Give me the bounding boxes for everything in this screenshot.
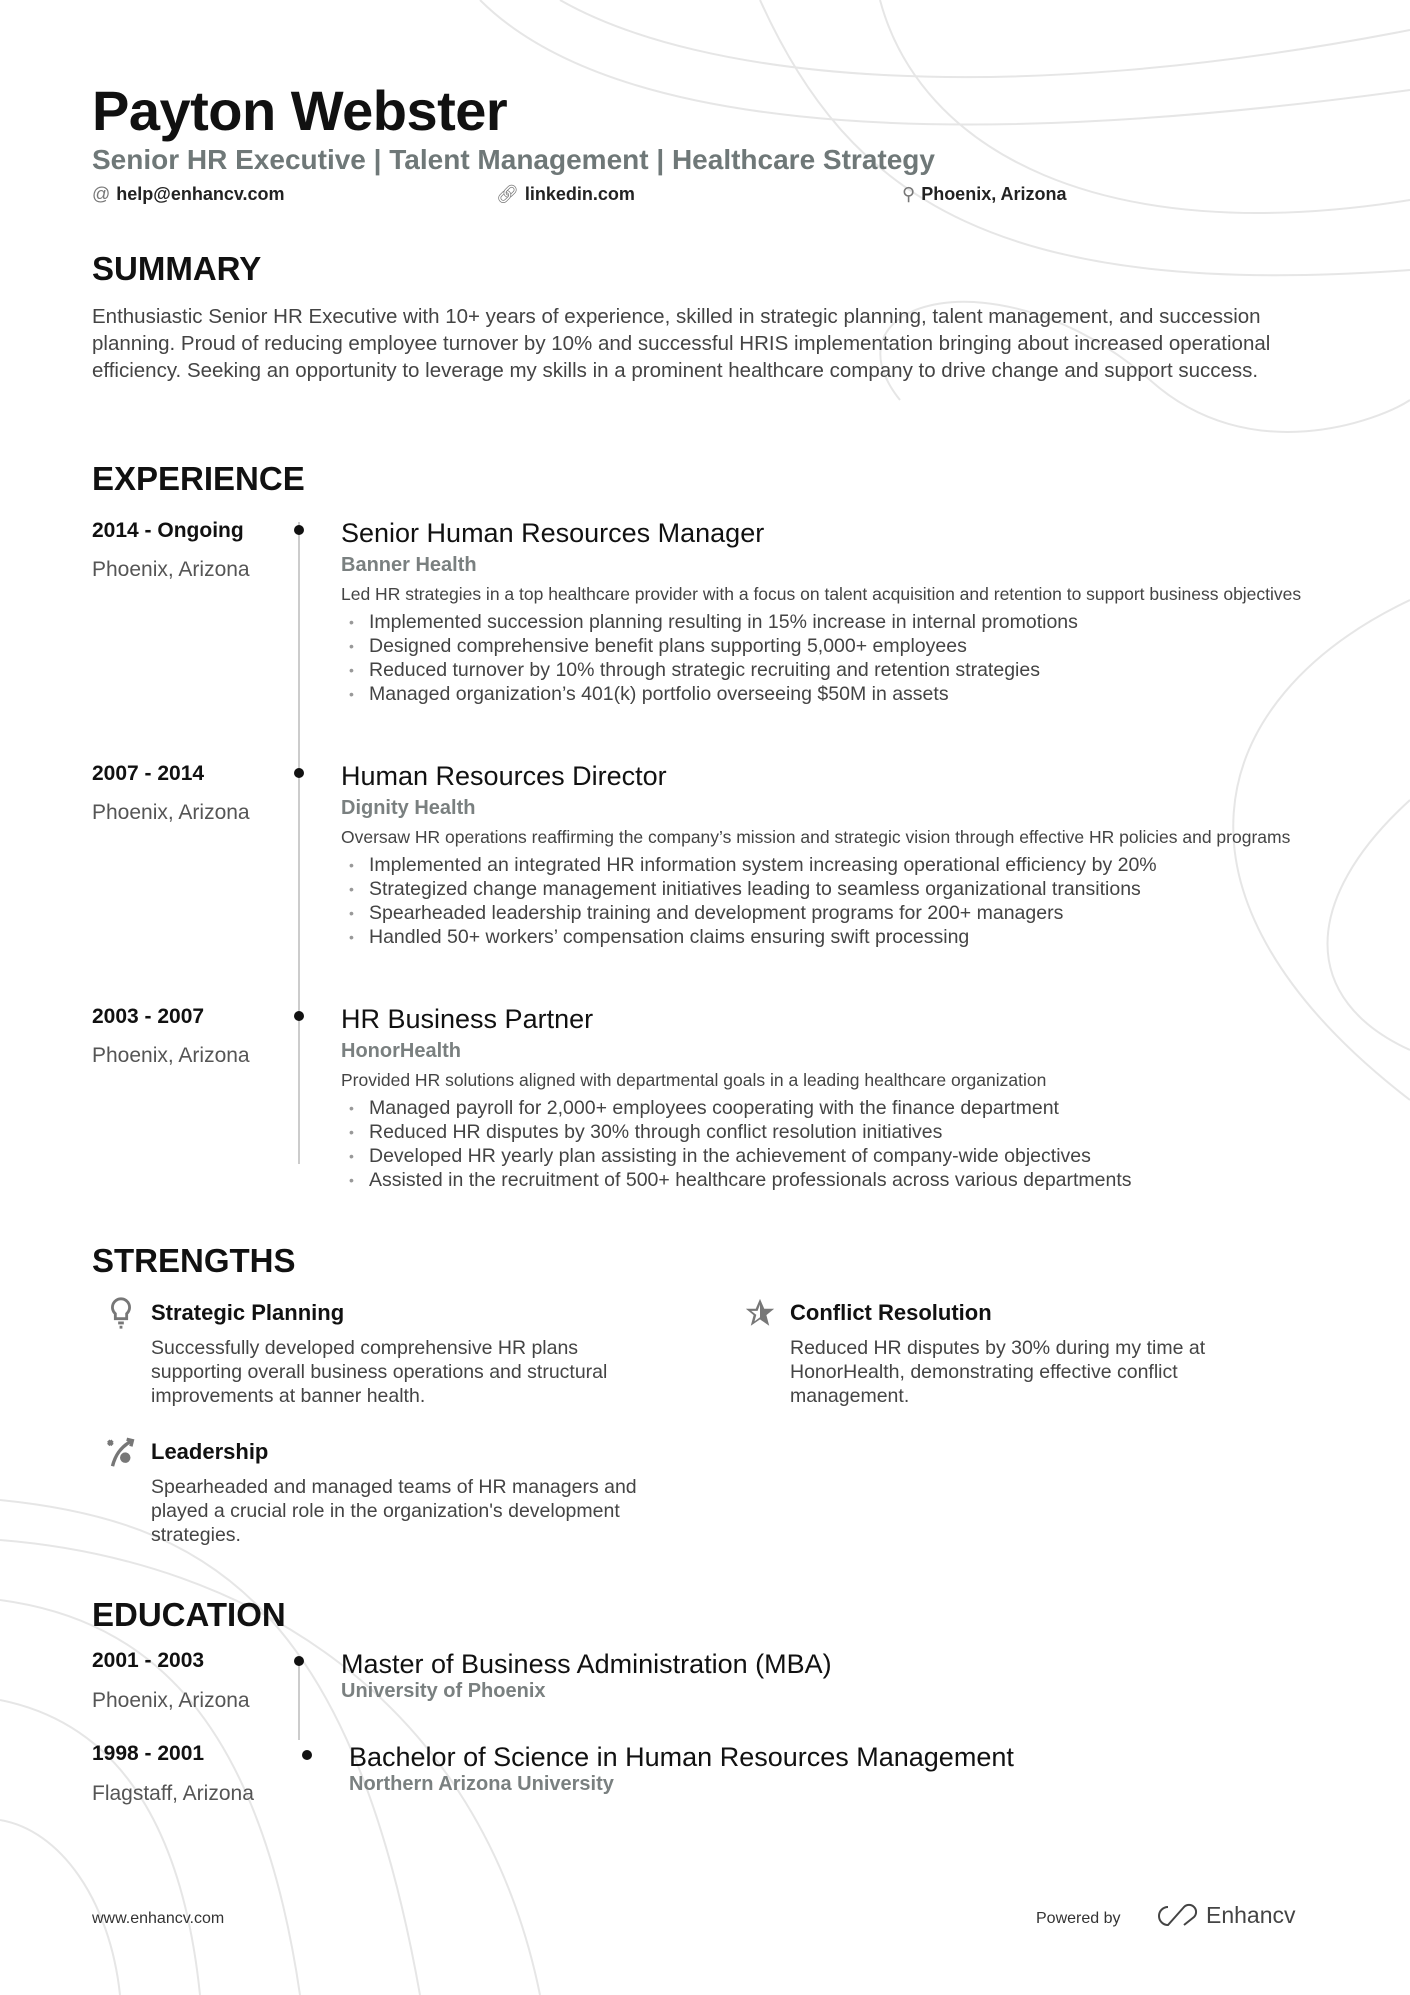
job-description: Oversaw HR operations reaffirming the company’s mission and strategic vision through effective HR policies and programs [341, 827, 1291, 847]
company-name: Dignity Health [341, 797, 476, 819]
experience-dates: 2003 - 2007 [92, 1005, 205, 1028]
job-title: Senior Human Resources Manager [341, 518, 765, 548]
candidate-name: Payton Webster [92, 79, 508, 142]
experience-entry [341, 516, 1321, 706]
strength-item [112, 1300, 652, 1408]
strength-description: Spearheaded and managed teams of HR managers and played a crucial role in the organization's development strategies. [151, 1476, 637, 1546]
achievement-bullet: • Assisted in the recruitment of 500+ healthcare professionals across various departments [341, 1168, 1321, 1192]
experience-location: Phoenix, Arizona [92, 558, 250, 581]
location-text: Phoenix, Arizona [921, 184, 1067, 204]
timeline-dot [294, 525, 304, 535]
education-location: Phoenix, Arizona [92, 1689, 250, 1712]
strength-title: Conflict Resolution [790, 1300, 992, 1325]
experience-location: Phoenix, Arizona [92, 801, 250, 824]
strengths-heading: STRENGTHS [92, 1242, 296, 1279]
experience-location: Phoenix, Arizona [92, 1044, 250, 1067]
school: University of Phoenix [341, 1680, 546, 1702]
achievement-bullet: • Strategized change management initiatives leading to seamless organizational transitions [341, 877, 1321, 901]
job-description: Provided HR solutions aligned with departmental goals in a leading healthcare organization [341, 1070, 1047, 1090]
contact-location [902, 184, 1067, 205]
school: Northern Arizona University [349, 1773, 614, 1795]
education-entry [341, 1649, 832, 1703]
education-dates: 2001 - 2003 [92, 1649, 205, 1672]
enhancv-logo-icon [1154, 1903, 1200, 1929]
job-title: HR Business Partner [341, 1004, 594, 1034]
degree: Bachelor of Science in Human Resources Management [349, 1742, 1014, 1772]
footer-powered-by: Powered by [1036, 1910, 1121, 1927]
strategy-icon [104, 1435, 138, 1469]
experience-heading: EXPERIENCE [92, 460, 305, 497]
achievement-bullet: • Implemented succession planning resulting in 15% increase in internal promotions [341, 610, 1321, 634]
education-heading: EDUCATION [92, 1596, 286, 1633]
summary-heading: SUMMARY [92, 250, 262, 287]
star-icon [743, 1296, 777, 1330]
achievement-bullet: • Designed comprehensive benefit plans supporting 5,000+ employees [341, 634, 1321, 658]
achievement-bullet: • Reduced turnover by 10% through strategic recruiting and retention strategies [341, 658, 1321, 682]
company-name: HonorHealth [341, 1040, 461, 1062]
strength-title: Strategic Planning [151, 1300, 345, 1325]
achievement-bullet: • Handled 50+ workers’ compensation claims ensuring swift processing [341, 925, 1321, 949]
experience-entry [341, 759, 1321, 949]
at-icon: @ [92, 184, 111, 204]
summary-text: Enthusiastic Senior HR Executive with 10+ years of experience, skilled in strategic planning, talent management, and succession planning. Proud of reducing employee turnover by 10% and successful HRIS implementation bringing about increased operational efficiency. Seeking an opportunity to leverage my skills in a prominent healthcare company to drive change and support success. [92, 305, 1271, 382]
lightbulb-icon [104, 1296, 138, 1330]
enhancv-logo [1154, 1902, 1296, 1929]
strength-title: Leadership [151, 1439, 269, 1464]
achievement-bullet: • Managed payroll for 2,000+ employees cooperating with the finance department [341, 1096, 1321, 1120]
linkedin-text: linkedin.com [524, 184, 635, 204]
experience-entry [341, 1002, 1321, 1192]
achievement-bullet: • Developed HR yearly plan assisting in the achievement of company-wide objectives [341, 1144, 1321, 1168]
degree: Master of Business Administration (MBA) [341, 1649, 832, 1679]
experience-timeline [298, 522, 300, 1164]
achievement-bullet: • Spearheaded leadership training and development programs for 200+ managers [341, 901, 1321, 925]
candidate-headline: Senior HR Executive | Talent Management | Healthcare Strategy [92, 144, 935, 175]
job-title: Human Resources Director [341, 761, 667, 791]
experience-dates: 2007 - 2014 [92, 762, 205, 785]
contact-email[interactable] [92, 184, 285, 205]
footer-website[interactable]: www.enhancv.com [92, 1910, 225, 1927]
achievement-bullet: • Reduced HR disputes by 30% through conflict resolution initiatives [341, 1120, 1321, 1144]
timeline-dot [294, 1011, 304, 1021]
strength-description: Reduced HR disputes by 30% during my time at HonorHealth, demonstrating effective conflict management. [790, 1337, 1206, 1407]
link-icon: 🔗︎ [496, 184, 519, 204]
strength-description: Successfully developed comprehensive HR plans supporting overall business operations and structural improvements at banner health. [151, 1337, 608, 1407]
job-description: Led HR strategies in a top healthcare provider with a focus on talent acquisition and retention to support business objectives [341, 584, 1302, 604]
strength-item [751, 1300, 1251, 1408]
education-entry [349, 1742, 1014, 1796]
company-name: Banner Health [341, 554, 477, 576]
experience-dates: 2014 - Ongoing [92, 519, 244, 542]
brand-name: Enhancv [1206, 1902, 1296, 1928]
education-location: Flagstaff, Arizona [92, 1782, 254, 1805]
timeline-dot [294, 768, 304, 778]
timeline-dot [302, 1750, 312, 1760]
education-dates: 1998 - 2001 [92, 1742, 205, 1765]
timeline-dot [294, 1656, 304, 1666]
email-text: help@enhancv.com [116, 184, 285, 204]
achievement-bullet: • Managed organization’s 401(k) portfolio overseeing $50M in assets [341, 682, 1321, 706]
achievement-bullet: • Implemented an integrated HR information system increasing operational efficiency by 20% [341, 853, 1321, 877]
contact-linkedin[interactable] [496, 184, 635, 205]
education-timeline [298, 1660, 300, 1740]
location-pin-icon: ⚲ [902, 184, 916, 204]
strength-item [112, 1439, 652, 1547]
